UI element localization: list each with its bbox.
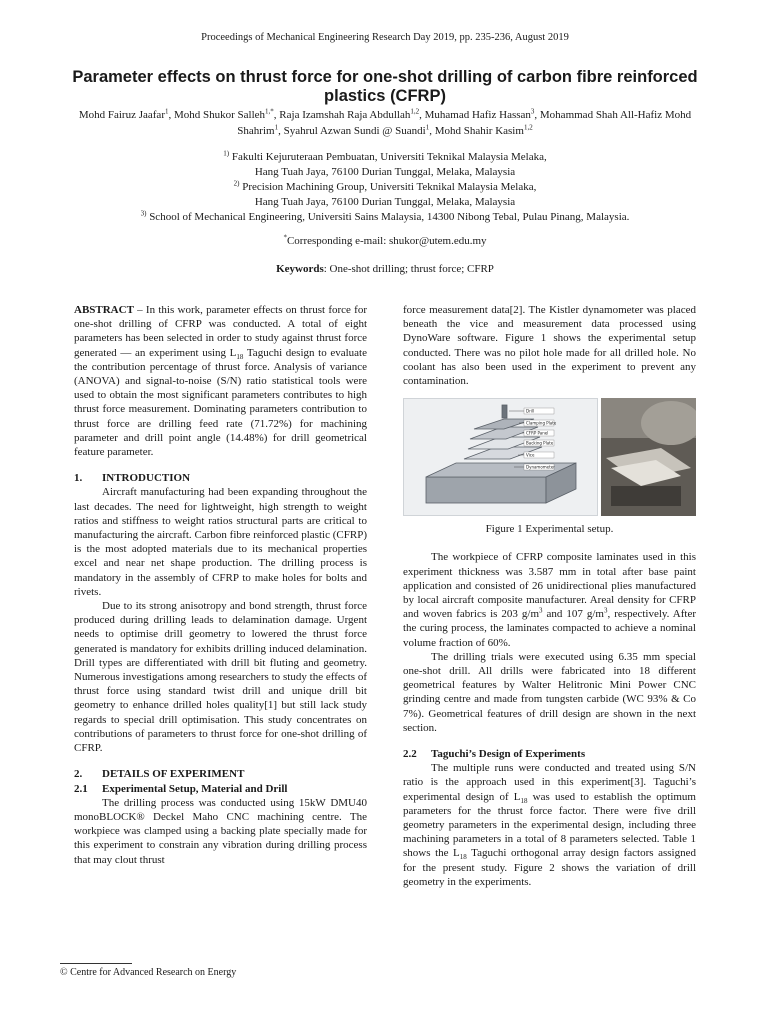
subsection-heading-setup: 2.1 Experimental Setup, Material and Drill xyxy=(74,782,288,795)
figure-label xyxy=(524,440,554,446)
figure-label xyxy=(524,430,554,436)
affiliation-3: $^{3)}$ School of Mechanical Engineering, Universiti Sains Malaysia, 14300 Nibong Tebal, Pulau Pinang, Malaysia. xyxy=(140,209,630,223)
section-heading-details: 2. DETAILS OF EXPERIMENT xyxy=(74,768,245,781)
running-header: Proceedings of Mechanical Engineering Research Day 2019, pp. 235-236, August 2019 xyxy=(201,32,569,43)
author-list: Mohd Fairuz Jaafar$^1$, Mohd Shukor Salleh$^{1,*}$, Raja Izamshah Raja Abdullah$^{1,2}$, Muhamad Hafiz Hassan$^3$, Mohammad Shah All-Hafiz Mohd Shahrim$^1$, Syahrul Azwan Sundi @ Suandi$^1$, Mohd Shahir Kasim$^{1,2}$ xyxy=(78,107,692,137)
keywords-label: Keywords xyxy=(276,263,324,275)
figure-label xyxy=(524,420,557,426)
corresponding-email: *Corresponding e-mail: shukor@utem.edu.my xyxy=(283,233,487,247)
author-affiliation-mark: 1 xyxy=(425,122,430,131)
figure-1 xyxy=(403,398,696,516)
svg-text:Clamping Plate: Clamping Plate xyxy=(526,420,557,426)
affiliation-2: $^{2)}$ Precision Machining Group, Universiti Teknikal Malaysia Melaka, xyxy=(233,179,537,193)
author-affiliation-mark: 1,* xyxy=(265,107,274,116)
paragraph: The drilling trials were executed using 6.35 mm special one-shot drill. All drills were fabricated into 18 different geometrical features by Walter Helitronic Mini Power CNC grinding centre and made from tungsten carbide (WC 93% & Co 7%). Geometrical features of drill design are shown in the next section. xyxy=(403,650,696,734)
author-affiliation-mark: 3 xyxy=(530,107,535,116)
author-affiliation-mark: 1 xyxy=(164,107,169,116)
figure-label xyxy=(524,464,555,470)
author-name: Muhamad Hafiz Hassan xyxy=(424,109,531,121)
svg-text:CFRP Panel: CFRP Panel xyxy=(526,430,549,436)
footnote: © Centre for Advanced Research on Energy xyxy=(60,967,237,978)
author-name: Syahrul Azwan Sundi @ Suandi xyxy=(283,124,426,137)
svg-text:Dynamometer: Dynamometer xyxy=(526,464,555,470)
left-column xyxy=(74,303,367,867)
figure-1-diagram xyxy=(403,398,598,516)
affiliation-1-address: Hang Tuah Jaya, 76100 Durian Tunggal, Melaka, Malaysia xyxy=(254,166,516,178)
author-name: Mohd Shukor Salleh xyxy=(173,109,266,121)
footnote-rule xyxy=(60,963,132,964)
author-name: Mohd Shahir Kasim xyxy=(434,124,524,137)
affiliations xyxy=(70,150,700,225)
abstract-label: ABSTRACT xyxy=(74,304,134,316)
abstract: ABSTRACT – In this work, parameter effects on thrust force for one-shot drilling of CFRP was conducted. A total of eight parameters has been selected in order to study against thrust force generated — an experiment using $L_{18}$ Taguchi design to evaluate the contribution percentage of thrust force. Analysis of variance (ANOVA) and signal-to-noise (S/N) ratio statistical tools were used to obtain the most significant parameters contributes to high thrust force measurement. Dominating parameters contribution to thrust force are drilling feed rate (71.72%) for machining parameter and drill point angle (14.48%) for drill geometrical feature parameter. xyxy=(74,304,367,459)
svg-text:Drill: Drill xyxy=(526,408,535,414)
svg-text:Backing Plate: Backing Plate xyxy=(526,440,554,446)
author-affiliation-mark: 1,2 xyxy=(410,107,420,116)
author-name: Mohammad Shah All-Hafiz Mohd Shahrim xyxy=(237,109,692,137)
author-name: Mohd Fairuz Jaafar xyxy=(78,109,165,121)
figure-1-photo xyxy=(601,398,696,516)
section-heading-introduction: 1. INTRODUCTION xyxy=(74,472,191,485)
paper-title: Parameter effects on thrust force for one-shot drilling of carbon fibre reinforced plastics (CFRP) xyxy=(72,68,698,105)
subsection-heading-taguchi: 2.2 Taguchi’s Design of Experiments xyxy=(403,748,586,761)
paragraph: The workpiece of CFRP composite laminates used in this experiment thickness was 3.587 mm in total after base paint application and consisted of 26 unidirectional plies manufactured by local aircraft composite manufacturer. Areal density for CFRP and woven fabrics is 203 $g/m^3$ and 107 $g/m^3$, respectively. After the curing process, the laminates compacted to achieve a nominal volume fraction of 60%. xyxy=(403,551,697,649)
author-affiliation-mark: 1,2 xyxy=(523,122,533,131)
paragraph: The drilling process was conducted using 15kW DMU40 monoBLOCK® Deckel Maho CNC machining centre. The workpiece was clamped using a backing plate specially made for this experiment to constrain any vibration during drilling process that may clout thrust xyxy=(74,796,367,866)
svg-text:Vice: Vice xyxy=(526,452,535,458)
figure-label xyxy=(524,408,554,414)
keywords: Keywords: One-shot drilling; thrust force; CFRP xyxy=(276,263,494,275)
paragraph: force measurement data[2]. The Kistler dynamometer was placed beneath the vice and measurement data processed using DynoWare software. Figure 1 shows the experimental setup conducted. There was no pilot hole made for all drilled hole. No coolant has also been used in the experiment to prevent any contamination. xyxy=(403,304,696,388)
paragraph: The multiple runs were conducted and treated using S/N ratio is the approach used in this experiment[3]. Taguchi’s experimental design of $L_{18}$ was used to establish the optimum parameters for the thrust force factor. There were five drill geometry parameters in the experimental design, including three machining parameters in a total of 8 parameters selected. Table 1 shows the $L_{18}$ Taguchi orthogonal array design factors assigned for the present study. Figure 2 shows the variation of drill geometry in the experiments. xyxy=(403,762,696,888)
author-name: Raja Izamshah Raja Abdullah xyxy=(279,109,411,121)
figure-label xyxy=(524,452,554,458)
right-column xyxy=(403,303,696,889)
figure-1-caption: Figure 1 Experimental setup. xyxy=(485,523,614,536)
paragraph: Aircraft manufacturing had been expanding throughout the last decades. The need for lightweight, high strength to weight ratios and stiffness to weight ratios structural parts are critical to manufacturing the aircraft. Carbon fibre reinforced plastic (CFRP) is the most adopted materials due to its mechanical properties excel and near net shape production. The drilling process is mandatory in the assembly of CFRP to make holes for bolts and rivets. xyxy=(74,486,367,598)
paragraph: Due to its strong anisotropy and bond strength, thrust force produced during drilling leads to delamination damage. Urgent needs to optimise drill geometry to lowered the thrust force generated is mandatory for exhibits drilling induced delamination. Drill types are differentiated with drill bit fluting and geometry. Numerous investigations among researchers to study the effects of thrust force using standard twist drill and unique drill bit geometry to enhance drilled holes quality[1] but still lack study regards to special drill optimisation. This study concentrates on contributions of parameters to thrust force for one-shot drilling of CFRP. xyxy=(74,600,367,755)
vice-body-shape xyxy=(426,477,546,503)
affiliation-1: $^{1)}$ Fakulti Kejuruteraan Pembuatan, Universiti Teknikal Malaysia Melaka, xyxy=(223,149,547,163)
affiliation-2-address: Hang Tuah Jaya, 76100 Durian Tunggal, Melaka, Malaysia xyxy=(254,196,516,208)
author-affiliation-mark: 1 xyxy=(274,122,279,131)
